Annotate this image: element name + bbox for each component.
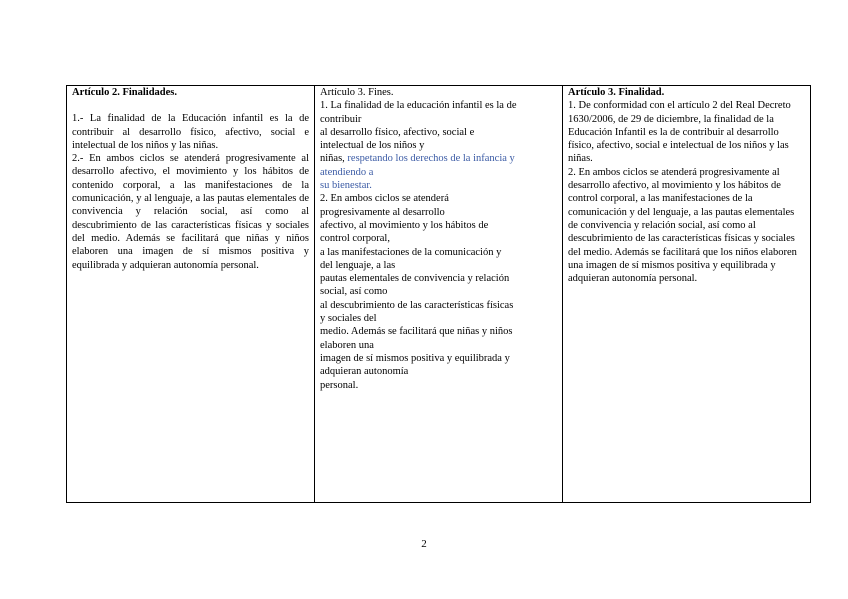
text-line: adquieran autonomía bbox=[320, 366, 409, 378]
text-line: intelectual de los niños y bbox=[320, 140, 425, 152]
table-row bbox=[67, 86, 811, 503]
text-line: elaboren una bbox=[320, 339, 374, 351]
column-title: Artículo 3. Fines. bbox=[320, 87, 394, 98]
text-line: social, así como bbox=[320, 286, 388, 298]
highlighted-text: atendiendo a bbox=[320, 166, 374, 178]
column-title: Artículo 3. Finalidad. bbox=[568, 87, 665, 98]
paragraph-1: 1.- La finalidad de la Educación infantil es la de contribuir al desarrollo físico, afectivo, social e intelectual de los niños y las niñas. bbox=[72, 113, 309, 151]
column-articulo-2-finalidades bbox=[67, 86, 315, 503]
text-line: pautas elementales de convivencia y relación bbox=[320, 273, 510, 285]
text-line: personal. bbox=[320, 379, 359, 391]
paragraph-1: 1. De conformidad con el artículo 2 del Real Decreto 1630/2006, de 29 de diciembre, la finalidad de la Educación Infantil es la de contribuir al desarrollo físico, afectivo, social e intelectual de los niños y las niñas. bbox=[568, 100, 791, 165]
text-line: del lenguaje, a las bbox=[320, 259, 396, 271]
highlighted-text: su bienestar. bbox=[320, 180, 372, 192]
text-line: a las manifestaciones de la comunicación y bbox=[320, 246, 502, 258]
column-title: Artículo 2. Finalidades. bbox=[72, 87, 178, 98]
page-number: 2 bbox=[421, 538, 427, 550]
paragraph-2: 2.- En ambos ciclos se atenderá progresivamente al desarrollo afectivo, el movimiento y los hábitos de contenido corporal, a las manifestaciones de la comunicación, y al lenguaje, a las pautas elementales de convivencia y relación social, así como al descubrimiento de las características físicas y sociales del medio. Además se facilitará que niñas y niños elaboren una imagen de sí mismos positiva y equilibrada y adquieran autonomía personal. bbox=[72, 153, 309, 271]
text-line: contribuir bbox=[320, 113, 362, 125]
text-line: afectivo, al movimiento y los hábitos de bbox=[320, 219, 489, 231]
text-line: imagen de sí mismos positiva y equilibrada y bbox=[320, 352, 510, 364]
highlighted-text: respetando los derechos de la infancia y bbox=[347, 153, 515, 165]
paragraph-2: 2. En ambos ciclos se atenderá progresivamente al desarrollo afectivo, al movimiento y los hábitos de control corporal, a las manifestaciones de la comunicación y del lenguaje, a las pautas elementales de convivencia y relación social, así como al descubrimiento de las características físicas y sociales del medio. Además se facilitará que los niños elaboren una imagen de sí mismos positiva y equilibrada y adquieran autonomía personal. bbox=[568, 166, 797, 285]
text-line: 1. La finalidad de la educación infantil es la de bbox=[320, 100, 517, 112]
column-articulo-3-finalidad bbox=[563, 86, 811, 503]
column-articulo-3-fines bbox=[315, 86, 563, 503]
text-line: control corporal, bbox=[320, 233, 390, 245]
text-line: medio. Además se facilitará que niñas y niños bbox=[320, 326, 513, 338]
spacer bbox=[72, 99, 309, 112]
text-line-with-highlight bbox=[320, 152, 557, 165]
comparison-table bbox=[66, 85, 811, 503]
text-line: progresivamente al desarrollo bbox=[320, 206, 445, 218]
text-line: al desarrollo físico, afectivo, social e bbox=[320, 126, 475, 138]
text-fragment: niñas, bbox=[320, 153, 345, 165]
text-line: 2. En ambos ciclos se atenderá bbox=[320, 193, 449, 205]
text-line: al descubrimiento de las características físicas bbox=[320, 299, 514, 311]
text-line: y sociales del bbox=[320, 313, 377, 325]
